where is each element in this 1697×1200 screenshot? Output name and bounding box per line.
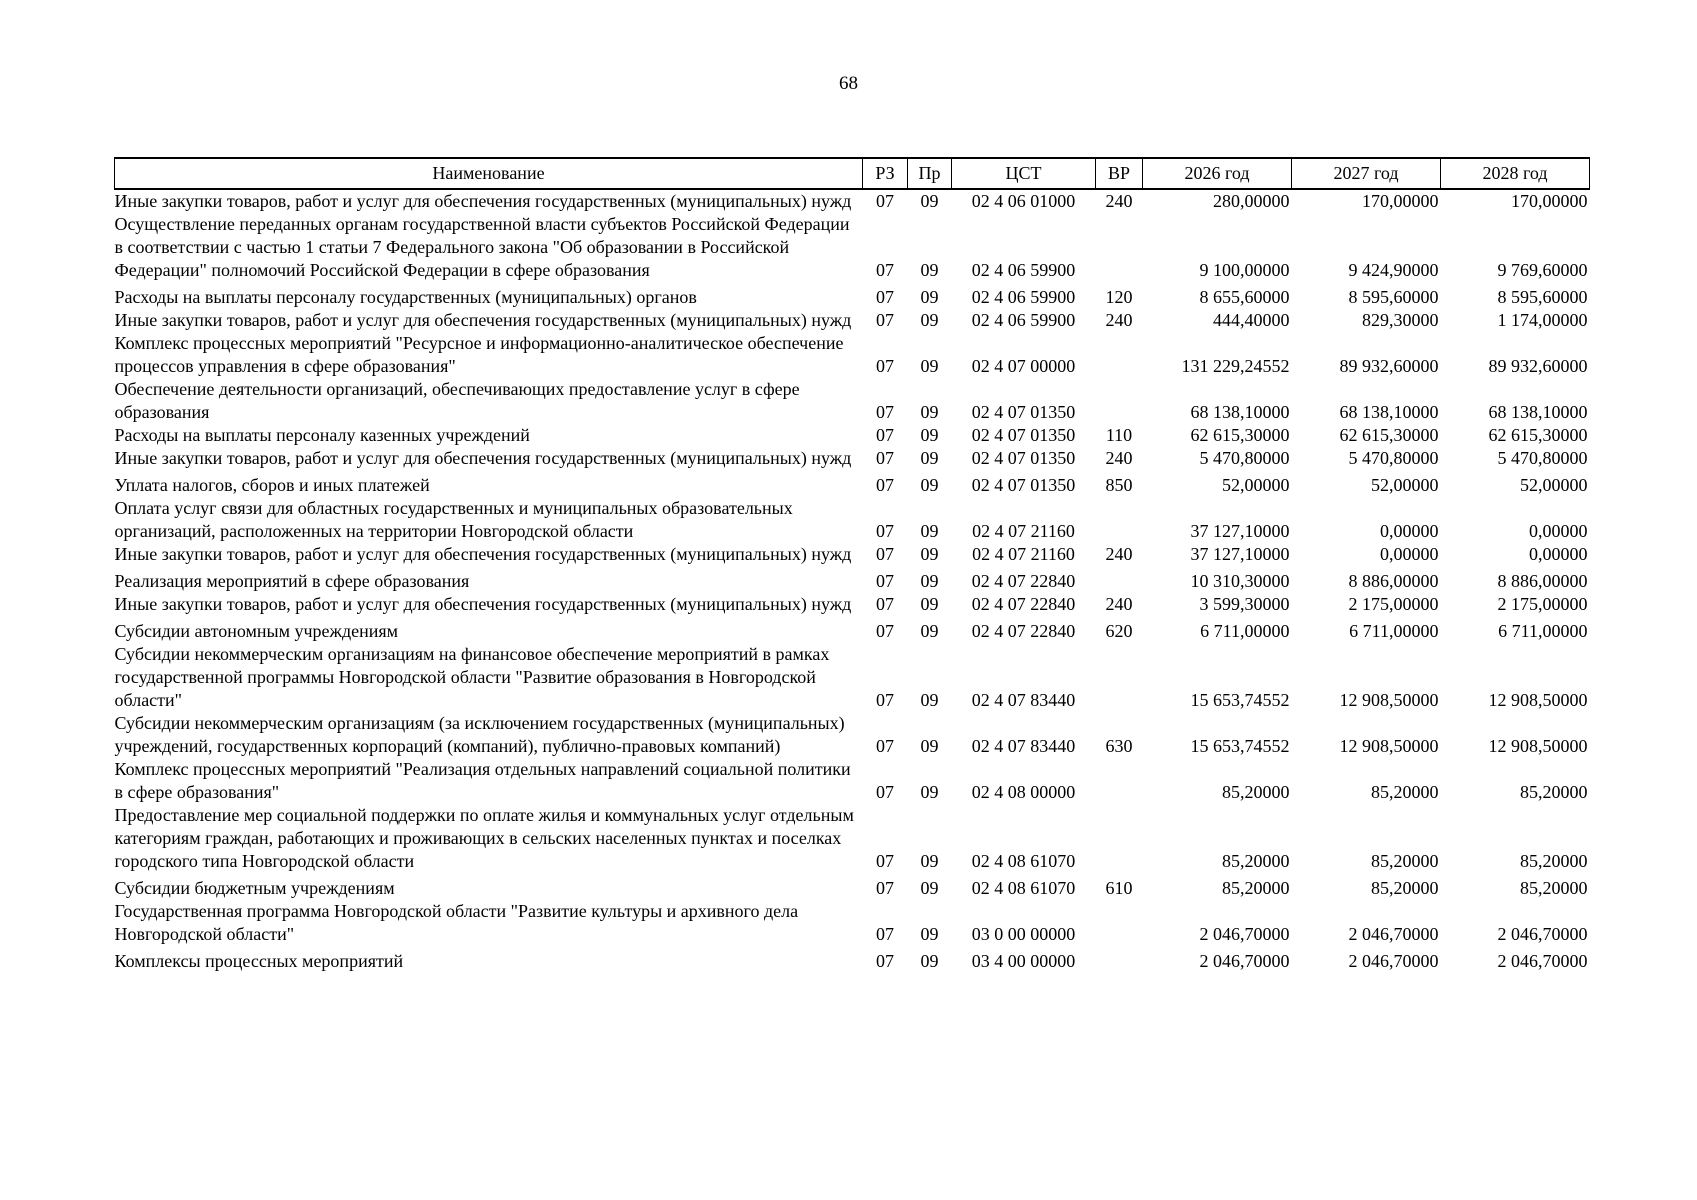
row-vr [1096, 900, 1143, 946]
row-vr [1096, 497, 1143, 543]
row-vr: 240 [1105, 594, 1133, 614]
row-pr: 09 [920, 260, 939, 280]
row-vr [1096, 378, 1143, 424]
row-2027: 829,30000 [1362, 310, 1439, 330]
row-name: Иные закупки товаров, работ и услуг для обеспечения государственных (муниципальных) нужд [114, 310, 852, 330]
table-header [115, 158, 1590, 189]
header-cst: ЦСТ [952, 158, 1096, 189]
row-cst: 02 4 07 01350 [971, 448, 1076, 468]
row-2028: 9 769,60000 [1497, 260, 1588, 280]
row-2027: 0,00000 [1380, 544, 1439, 564]
row-2027: 170,00000 [1362, 191, 1439, 211]
row-pr: 09 [920, 475, 939, 495]
table-row [115, 309, 1590, 332]
row-2027: 89 932,60000 [1339, 356, 1439, 376]
row-cst: 02 4 06 59900 [971, 287, 1076, 307]
row-rz: 07 [876, 782, 894, 802]
row-rz: 07 [876, 402, 894, 422]
page-number: 68 [839, 73, 858, 94]
row-pr: 09 [920, 878, 939, 898]
table-body [115, 189, 1590, 973]
header-2028: 2028 год [1441, 158, 1590, 189]
row-2026: 68 138,10000 [1190, 402, 1290, 422]
row-pr: 09 [920, 571, 939, 591]
row-vr: 240 [1105, 544, 1133, 564]
row-name: Оплата услуг связи для областных государственных и муниципальных образовательных организаций, расположенных на территории Новгородской области [114, 498, 793, 541]
row-vr: 240 [1105, 448, 1133, 468]
row-rz: 07 [876, 594, 894, 614]
row-name: Иные закупки товаров, работ и услуг для обеспечения государственных (муниципальных) нужд [114, 544, 852, 564]
row-2026: 2 046,70000 [1199, 951, 1290, 971]
table-row [115, 424, 1590, 447]
row-2028: 2 046,70000 [1497, 951, 1588, 971]
header-pr: Пр [908, 158, 952, 189]
row-rz: 07 [876, 191, 894, 211]
row-cst: 02 4 07 22840 [971, 594, 1076, 614]
row-pr: 09 [920, 425, 939, 445]
row-name: Иные закупки товаров, работ и услуг для обеспечения государственных (муниципальных) нужд [114, 594, 852, 614]
row-vr [1096, 758, 1143, 804]
row-cst: 03 0 00 00000 [971, 924, 1076, 944]
table-row [115, 566, 1590, 593]
row-pr: 09 [920, 782, 939, 802]
row-rz: 07 [876, 260, 894, 280]
row-name: Государственная программа Новгородской области "Развитие культуры и архивного дела Новгородской области" [114, 901, 799, 944]
table-row [115, 643, 1590, 712]
row-2028: 0,00000 [1529, 544, 1588, 564]
row-2027: 12 908,50000 [1339, 736, 1439, 756]
row-2028: 0,00000 [1529, 521, 1588, 541]
row-vr [1096, 213, 1143, 282]
row-pr: 09 [920, 690, 939, 710]
row-2027: 85,20000 [1371, 782, 1439, 802]
row-name: Комплекс процессных мероприятий "Ресурсное и информационно-аналитическое обеспечение процессов управления в сфере образования" [114, 333, 844, 376]
table-row [115, 213, 1590, 282]
row-cst: 02 4 07 83440 [971, 690, 1076, 710]
row-name: Расходы на выплаты персоналу казенных учреждений [114, 425, 530, 445]
row-pr: 09 [920, 924, 939, 944]
row-pr: 09 [920, 448, 939, 468]
row-2027: 12 908,50000 [1339, 690, 1439, 710]
row-2028: 85,20000 [1520, 851, 1588, 871]
row-name: Иные закупки товаров, работ и услуг для обеспечения государственных (муниципальных) нужд [114, 191, 852, 211]
row-2028: 89 932,60000 [1488, 356, 1588, 376]
row-2026: 15 653,74552 [1190, 690, 1290, 710]
row-2028: 8 886,00000 [1497, 571, 1588, 591]
row-2028: 6 711,00000 [1498, 621, 1588, 641]
row-2026: 85,20000 [1222, 878, 1290, 898]
row-rz: 07 [876, 851, 894, 871]
row-name: Осуществление переданных органам государственной власти субъектов Российской Федерации в соответствии с частью 1 статьи 7 Федерального закона "Об образовании в Российской Федерации" полномочий Российской Федерации в сфере образования [114, 214, 850, 280]
row-cst: 02 4 06 01000 [971, 191, 1076, 211]
row-2027: 52,00000 [1371, 475, 1439, 495]
header-2027: 2027 год [1292, 158, 1441, 189]
row-2027: 5 470,80000 [1348, 448, 1439, 468]
header-rz: РЗ [863, 158, 908, 189]
table-row [115, 593, 1590, 616]
header-2026: 2026 год [1143, 158, 1292, 189]
row-pr: 09 [920, 736, 939, 756]
row-pr: 09 [920, 951, 939, 971]
row-2026: 52,00000 [1222, 475, 1290, 495]
row-2027: 2 175,00000 [1348, 594, 1439, 614]
row-pr: 09 [920, 191, 939, 211]
row-rz: 07 [876, 690, 894, 710]
row-2026: 444,40000 [1213, 310, 1290, 330]
row-vr: 850 [1105, 475, 1133, 495]
row-2026: 8 655,60000 [1199, 287, 1290, 307]
row-2027: 6 711,00000 [1349, 621, 1439, 641]
row-2026: 62 615,30000 [1190, 425, 1290, 445]
row-vr: 110 [1105, 425, 1133, 445]
row-cst: 02 4 06 59900 [971, 260, 1076, 280]
row-2028: 1 174,00000 [1497, 310, 1588, 330]
row-2026: 5 470,80000 [1199, 448, 1290, 468]
row-vr: 630 [1105, 736, 1133, 756]
row-pr: 09 [920, 356, 939, 376]
row-vr: 240 [1105, 310, 1133, 330]
row-cst: 02 4 07 00000 [971, 356, 1076, 376]
table-row [115, 332, 1590, 378]
row-2026: 15 653,74552 [1190, 736, 1290, 756]
row-2026: 85,20000 [1222, 851, 1290, 871]
row-rz: 07 [876, 475, 894, 495]
row-name: Предоставление мер социальной поддержки по оплате жилья и коммунальных услуг отдельным категориям граждан, работающих и проживающих в сельских населенных пунктах и поселках городского типа Новгородской области [114, 805, 854, 871]
row-pr: 09 [920, 544, 939, 564]
row-rz: 07 [876, 924, 894, 944]
row-rz: 07 [876, 521, 894, 541]
row-2028: 85,20000 [1520, 782, 1588, 802]
row-vr: 240 [1105, 191, 1133, 211]
row-2026: 10 310,30000 [1190, 571, 1290, 591]
row-2027: 85,20000 [1371, 851, 1439, 871]
row-2028: 8 595,60000 [1497, 287, 1588, 307]
row-name: Уплата налогов, сборов и иных платежей [114, 475, 430, 495]
row-cst: 02 4 07 83440 [971, 736, 1076, 756]
row-2028: 85,20000 [1520, 878, 1588, 898]
row-name: Расходы на выплаты персоналу государственных (муниципальных) органов [114, 287, 697, 307]
row-2028: 5 470,80000 [1497, 448, 1588, 468]
row-cst: 02 4 07 21160 [972, 521, 1075, 541]
row-2026: 2 046,70000 [1199, 924, 1290, 944]
row-rz: 07 [876, 878, 894, 898]
row-2027: 8 886,00000 [1348, 571, 1439, 591]
row-name: Субсидии некоммерческим организациям (за исключением государственных (муниципальных) учреждений, государственных корпораций (компаний), публично-правовых компаний) [114, 713, 845, 756]
row-rz: 07 [876, 356, 894, 376]
row-2026: 37 127,10000 [1190, 544, 1290, 564]
row-2028: 52,00000 [1520, 475, 1588, 495]
row-2027: 2 046,70000 [1348, 951, 1439, 971]
row-pr: 09 [920, 287, 939, 307]
row-2027: 9 424,90000 [1348, 260, 1439, 280]
row-vr: 610 [1105, 878, 1133, 898]
table-row [115, 900, 1590, 946]
table-row [115, 712, 1590, 758]
row-vr [1096, 946, 1143, 973]
row-2027: 85,20000 [1371, 878, 1439, 898]
row-cst: 02 4 08 61070 [971, 878, 1076, 898]
table-row [115, 758, 1590, 804]
row-rz: 07 [876, 736, 894, 756]
table-row [115, 447, 1590, 470]
row-pr: 09 [920, 521, 939, 541]
row-2028: 2 175,00000 [1497, 594, 1588, 614]
budget-table [114, 157, 1590, 973]
row-pr: 09 [920, 594, 939, 614]
table-row [115, 497, 1590, 543]
row-vr [1096, 804, 1143, 873]
row-cst: 02 4 07 21160 [972, 544, 1075, 564]
row-2026: 131 229,24552 [1181, 356, 1290, 376]
row-vr [1096, 566, 1143, 593]
table-row [115, 804, 1590, 873]
row-name: Обеспечение деятельности организаций, обеспечивающих предоставление услуг в сфере образования [114, 379, 800, 422]
row-2026: 37 127,10000 [1190, 521, 1290, 541]
row-2027: 62 615,30000 [1339, 425, 1439, 445]
table-row [115, 189, 1590, 213]
row-rz: 07 [876, 951, 894, 971]
table-row [115, 873, 1590, 900]
row-name: Субсидии бюджетным учреждениям [114, 878, 395, 898]
row-2028: 12 908,50000 [1488, 736, 1588, 756]
row-cst: 02 4 07 01350 [971, 425, 1076, 445]
row-vr: 120 [1105, 287, 1133, 307]
row-cst: 02 4 07 01350 [971, 402, 1076, 422]
row-name: Реализация мероприятий в сфере образования [114, 571, 470, 591]
row-2026: 6 711,00000 [1200, 621, 1290, 641]
row-2028: 12 908,50000 [1488, 690, 1588, 710]
row-name: Комплекс процессных мероприятий "Реализация отдельных направлений социальной политики в сфере образования" [114, 759, 851, 802]
row-name: Иные закупки товаров, работ и услуг для обеспечения государственных (муниципальных) нужд [114, 448, 852, 468]
table-row [115, 543, 1590, 566]
row-2027: 8 595,60000 [1348, 287, 1439, 307]
row-name: Комплексы процессных мероприятий [114, 951, 404, 971]
row-2028: 62 615,30000 [1488, 425, 1588, 445]
row-name: Субсидии автономным учреждениям [114, 621, 399, 641]
row-vr [1096, 643, 1143, 712]
row-rz: 07 [876, 621, 894, 641]
row-2026: 3 599,30000 [1199, 594, 1290, 614]
row-2028: 68 138,10000 [1488, 402, 1588, 422]
row-cst: 03 4 00 00000 [971, 951, 1076, 971]
row-pr: 09 [920, 851, 939, 871]
row-name: Субсидии некоммерческим организациям на финансовое обеспечение мероприятий в рамках государственной программы Новгородской области "Развитие образования в Новгородской области" [114, 644, 830, 710]
row-2027: 68 138,10000 [1339, 402, 1439, 422]
row-cst: 02 4 06 59900 [971, 310, 1076, 330]
header-name: Наименование [115, 158, 863, 189]
row-rz: 07 [876, 310, 894, 330]
table-row [115, 378, 1590, 424]
header-vr: ВР [1096, 158, 1143, 189]
table-row [115, 470, 1590, 497]
row-2026: 9 100,00000 [1199, 260, 1290, 280]
table-row [115, 946, 1590, 973]
row-cst: 02 4 07 01350 [971, 475, 1076, 495]
row-cst: 02 4 07 22840 [971, 621, 1076, 641]
row-rz: 07 [876, 448, 894, 468]
row-2027: 2 046,70000 [1348, 924, 1439, 944]
row-rz: 07 [876, 287, 894, 307]
row-vr: 620 [1105, 621, 1133, 641]
row-2026: 85,20000 [1222, 782, 1290, 802]
row-2026: 280,00000 [1213, 191, 1290, 211]
table-row [115, 616, 1590, 643]
row-pr: 09 [920, 402, 939, 422]
row-2027: 0,00000 [1380, 521, 1439, 541]
table-row [115, 282, 1590, 309]
row-2028: 2 046,70000 [1497, 924, 1588, 944]
row-rz: 07 [876, 571, 894, 591]
row-rz: 07 [876, 544, 894, 564]
row-pr: 09 [920, 621, 939, 641]
row-vr [1096, 332, 1143, 378]
row-cst: 02 4 08 61070 [971, 851, 1076, 871]
row-cst: 02 4 08 00000 [971, 782, 1076, 802]
row-cst: 02 4 07 22840 [971, 571, 1076, 591]
row-rz: 07 [876, 425, 894, 445]
row-pr: 09 [920, 310, 939, 330]
row-2028: 170,00000 [1511, 191, 1588, 211]
